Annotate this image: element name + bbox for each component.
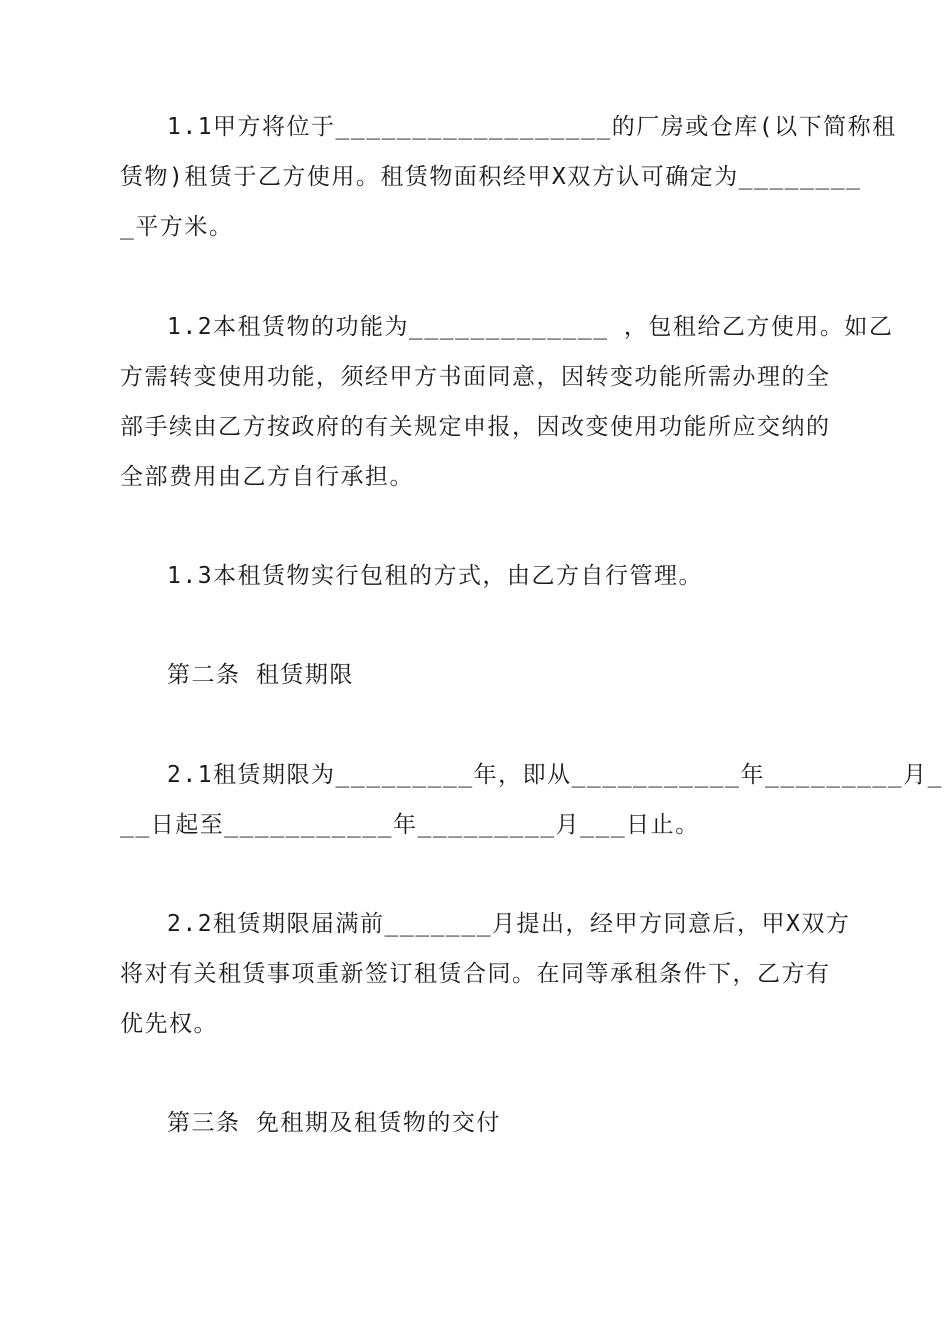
clause-2-1-line-2: __日起至___________年_________月___日止。 [120, 812, 700, 838]
clause-1-1-line-1: 1.1甲方将位于__________________的厂房或仓库(以下简称租 [167, 114, 897, 140]
clause-2-2-line-3: 优先权。 [120, 1011, 218, 1037]
article-3-heading: 第三条 免租期及租赁物的交付 [167, 1110, 501, 1136]
clause-1-2-line-2: 方需转变使用功能，须经甲方书面同意，因转变功能所需办理的全 [120, 364, 831, 390]
clause-2-2-line-1: 2.2租赁期限届满前_______月提出，经甲方同意后，甲X双方 [167, 911, 851, 937]
clause-1-1-line-2: 赁物)租赁于乙方使用。租赁物面积经甲X双方认可确定为________ [120, 164, 862, 190]
clause-1-2-line-4: 全部费用由乙方自行承担。 [120, 464, 414, 490]
clause-1-1-line-3: _平方米。 [120, 214, 234, 240]
article-2-heading: 第二条 租赁期限 [167, 662, 354, 688]
clause-2-2-line-2: 将对有关租赁事项重新签订租赁合同。在同等承租条件下，乙方有 [120, 961, 831, 987]
clause-1-2-line-3: 部手续由乙方按政府的有关规定申报，因改变使用功能所应交纳的 [120, 414, 831, 440]
clause-1-3-line-1: 1.3本租赁物实行包租的方式，由乙方自行管理。 [167, 563, 704, 589]
clause-1-2-line-1: 1.2本租赁物的功能为_____________ ，包租给乙方使用。如乙 [167, 314, 894, 340]
clause-2-1-line-1: 2.1租赁期限为_________年，即从___________年_________月_ [167, 762, 943, 788]
